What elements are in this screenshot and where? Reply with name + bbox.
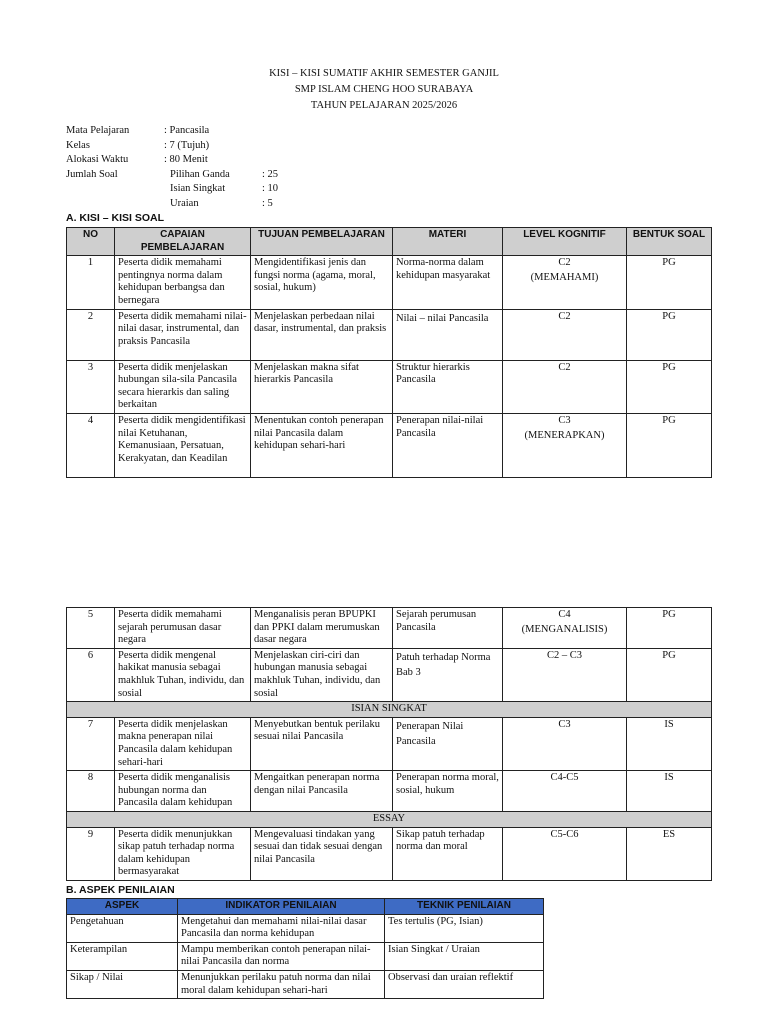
cell-no: 9 (67, 827, 115, 880)
cell-capaian: Peserta didik mengidentifikasi nilai Ketuhanan, Kemanusiaan, Persatuan, Kerakyatan, dan Keadilan (115, 413, 251, 477)
table-row (67, 360, 712, 413)
cell-capaian: Peserta didik mengenal hakikat manusia sebagai makhluk Tuhan, individu, dan sosial (115, 648, 251, 701)
cell-no: 4 (67, 413, 115, 477)
cell-level: C4-C5 (503, 771, 627, 812)
cell-capaian: Peserta didik memahami sejarah perumusan dasar negara (115, 608, 251, 649)
cell-aspek: Pengetahuan (67, 914, 178, 942)
cell-bentuk: PG (627, 648, 712, 701)
cell-tujuan: Mengidentifikasi jenis dan fungsi norma (agama, moral, sosial, hukum) (251, 256, 393, 309)
section-label: ISIAN SINGKAT (67, 702, 712, 718)
cell-level (503, 413, 627, 477)
cell-no: 1 (67, 256, 115, 309)
cell-no: 2 (67, 309, 115, 360)
cell-level (503, 608, 627, 649)
cell-level: C2 – C3 (503, 648, 627, 701)
cell-materi: Penerapan nilai-nilai Pancasila (393, 413, 503, 477)
table-row (67, 717, 712, 770)
level-code: C3 (558, 414, 571, 426)
level-desc: (MEMAHAMI) (530, 271, 599, 283)
info-value: : 25 (262, 168, 279, 180)
cell-materi: Penerapan norma moral, sosial, hukum (393, 771, 503, 812)
title-line-2: SMP ISLAM CHENG HOO SURABAYA (294, 84, 474, 95)
table-row (67, 771, 712, 812)
cell-bentuk: ES (627, 827, 712, 880)
cell-materi: Struktur hierarkis Pancasila (393, 360, 503, 413)
section-b-title: B. ASPEK PENILAIAN (66, 884, 175, 896)
cell-tujuan: Menentukan contoh penerapan nilai Pancasila dalam kehidupan sehari-hari (251, 413, 393, 477)
level-code: C2 (558, 257, 571, 269)
cell-materi: Penerapan Nilai Pancasila (393, 717, 503, 770)
section-row-isian (67, 702, 712, 718)
cell-bentuk: PG (627, 413, 712, 477)
col-header-bentuk: BENTUK SOAL (627, 228, 712, 256)
cell-materi: Sejarah perumusan Pancasila (393, 608, 503, 649)
cell-indikator: Mengetahui dan memahami nilai-nilai dasar Pancasila dan norma kehidupan (178, 914, 385, 942)
cell-capaian: Peserta didik menunjukkan sikap patuh terhadap norma dalam kehidupan bermasyarakat (115, 827, 251, 880)
cell-tujuan: Mengaitkan penerapan norma dengan nilai Pancasila (251, 771, 393, 812)
table-row (67, 413, 712, 477)
cell-capaian: Peserta didik memahami pentingnya norma dalam kehidupan berbangsa dan bernegara (115, 256, 251, 309)
cell-tujuan: Mengevaluasi tindakan yang sesuai dan tidak sesuai dengan nilai Pancasila (251, 827, 393, 880)
cell-bentuk: PG (627, 360, 712, 413)
level-desc: (MENGANALISIS) (521, 623, 608, 635)
cell-tujuan: Menjelaskan makna sifat hierarkis Pancasila (251, 360, 393, 413)
table-row (67, 256, 712, 309)
level-code: C4 (558, 609, 571, 620)
cell-capaian: Peserta didik menjelaskan hubungan sila-sila Pancasila secara hierarkis dan saling berkaitan (115, 360, 251, 413)
cell-no: 5 (67, 608, 115, 649)
table-header-row (67, 228, 712, 256)
cell-bentuk: IS (627, 717, 712, 770)
cell-bentuk: PG (627, 256, 712, 309)
info-alokasi (66, 153, 466, 168)
table-row (67, 942, 544, 970)
cell-materi: Sikap patuh terhadap norma dan moral (393, 827, 503, 880)
info-sublabel: Pilihan Ganda (170, 168, 230, 180)
cell-level (503, 256, 627, 309)
info-value: : 80 Menit (164, 154, 208, 166)
table-row (67, 648, 712, 701)
document-header (0, 66, 768, 114)
aspek-penilaian-table (66, 898, 544, 999)
info-value: : 10 (262, 183, 279, 195)
cell-tujuan: Menyebutkan bentuk perilaku sesuai nilai Pancasila (251, 717, 393, 770)
info-sublabel: Uraian (170, 197, 199, 209)
info-uraian (66, 197, 466, 212)
cell-no: 6 (67, 648, 115, 701)
exam-info (66, 124, 466, 212)
col-header-no: NO (67, 228, 115, 256)
col-header-materi: MATERI (393, 228, 503, 256)
info-value: : 7 (Tujuh) (164, 139, 210, 151)
cell-level: C5-C6 (503, 827, 627, 880)
cell-level: C2 (503, 309, 627, 360)
cell-teknik: Observasi dan uraian reflektif (385, 970, 544, 998)
section-a-title: A. KISI – KISI SOAL (66, 212, 165, 224)
cell-tujuan: Menjelaskan ciri-ciri dan hubungan manusia sebagai makhluk Tuhan, individu, dan sosial (251, 648, 393, 701)
info-mapel (66, 124, 466, 139)
cell-tujuan: Menganalisis peran BPUPKI dan PPKI dalam merumuskan dasar negara (251, 608, 393, 649)
col-header-indikator: INDIKATOR PENILAIAN (178, 899, 385, 915)
kisi-table-part-2 (66, 607, 712, 881)
cell-teknik: Tes tertulis (PG, Isian) (385, 914, 544, 942)
cell-indikator: Mampu memberikan contoh penerapan nilai-nilai Pancasila dan norma (178, 942, 385, 970)
cell-no: 8 (67, 771, 115, 812)
info-kelas (66, 139, 466, 154)
cell-bentuk: PG (627, 309, 712, 360)
info-jumlah (66, 168, 466, 183)
table-header-row (67, 899, 544, 915)
info-isian (66, 182, 466, 197)
title-line-1: KISI – KISI SUMATIF AKHIR SEMESTER GANJIL (269, 68, 499, 79)
table-row (67, 970, 544, 998)
title-line-3: TAHUN PELAJARAN 2025/2026 (310, 100, 458, 111)
section-row-essay (67, 811, 712, 827)
info-value: : Pancasila (164, 125, 210, 136)
kisi-table-part-1 (66, 227, 712, 478)
info-sublabel: Isian Singkat (170, 183, 226, 195)
cell-bentuk: PG (627, 608, 712, 649)
cell-aspek: Keterampilan (67, 942, 178, 970)
info-label: Kelas (66, 139, 90, 151)
table-row (67, 309, 712, 360)
col-header-level: LEVEL KOGNITIF (503, 228, 627, 256)
table-row (67, 827, 712, 880)
info-label: Alokasi Waktu (66, 154, 129, 166)
col-header-capaian: CAPAIAN PEMBELAJARAN (115, 228, 251, 256)
cell-capaian: Peserta didik menjelaskan makna penerapan nilai Pancasila dalam kehidupan sehari-hari (115, 717, 251, 770)
table-row (67, 608, 712, 649)
cell-materi: Patuh terhadap Norma Bab 3 (393, 648, 503, 701)
cell-bentuk: IS (627, 771, 712, 812)
cell-indikator: Menunjukkan perilaku patuh norma dan nilai moral dalam kehidupan sehari-hari (178, 970, 385, 998)
cell-tujuan: Menjelaskan perbedaan nilai dasar, instrumental, dan praksis (251, 309, 393, 360)
cell-aspek: Sikap / Nilai (67, 970, 178, 998)
cell-materi: Norma-norma dalam kehidupan masyarakat (393, 256, 503, 309)
cell-no: 3 (67, 360, 115, 413)
table-row (67, 914, 544, 942)
cell-teknik: Isian Singkat / Uraian (385, 942, 544, 970)
cell-level: C2 (503, 360, 627, 413)
info-label: Mata Pelajaran (66, 125, 130, 136)
cell-materi: Nilai – nilai Pancasila (393, 309, 503, 360)
info-label: Jumlah Soal (66, 168, 118, 180)
cell-no: 7 (67, 717, 115, 770)
level-desc: (MENERAPKAN) (524, 429, 605, 441)
cell-level: C3 (503, 717, 627, 770)
col-header-aspek: ASPEK (67, 899, 178, 915)
section-label: ESSAY (67, 811, 712, 827)
cell-capaian: Peserta didik memahami nilai-nilai dasar, instrumental, dan praksis Pancasila (115, 309, 251, 360)
cell-capaian: Peserta didik menganalisis hubungan norma dan Pancasila dalam kehidupan (115, 771, 251, 812)
col-header-tujuan: TUJUAN PEMBELAJARAN (251, 228, 393, 256)
info-value: : 5 (262, 197, 273, 209)
col-header-teknik: TEKNIK PENILAIAN (385, 899, 544, 915)
